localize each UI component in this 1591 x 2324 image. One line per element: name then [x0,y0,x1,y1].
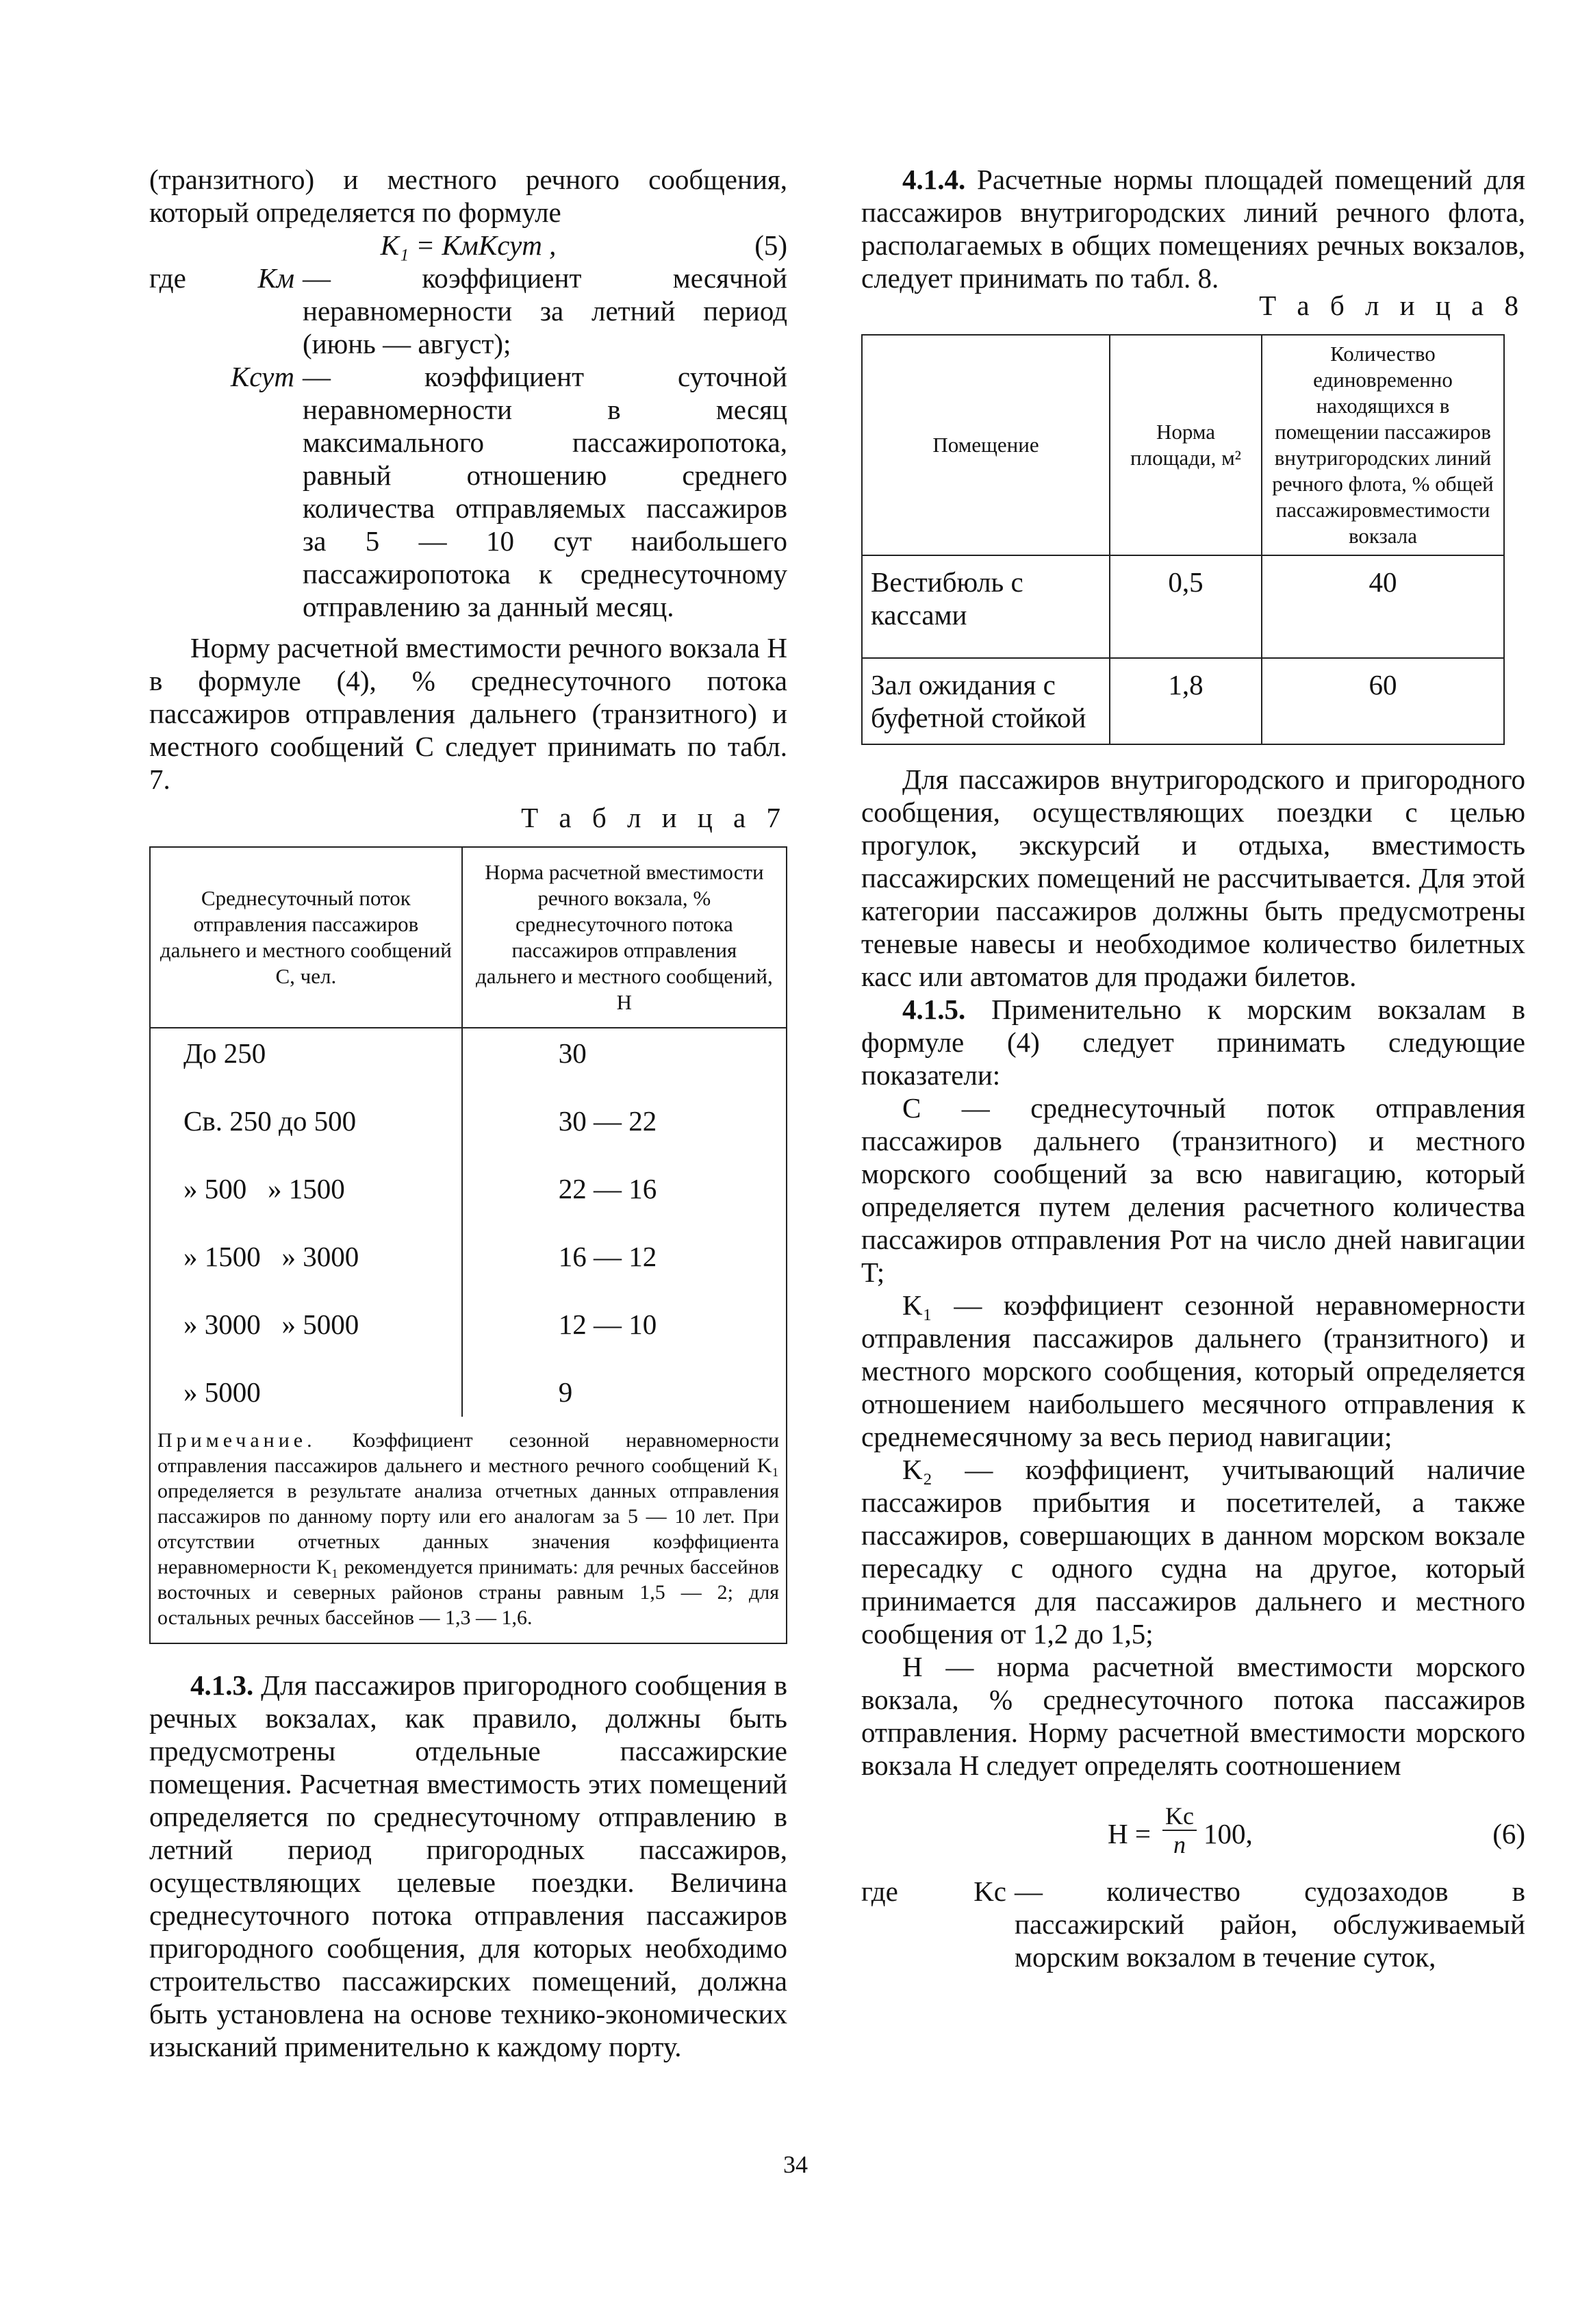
table-header: Количество единовременно находящихся в помещении пассажиров внутригородских линий речного флота, % общей пассажировместимости вокзала [1262,335,1504,555]
table-row [150,1308,787,1376]
table-cell: 30 — 22 [462,1104,787,1172]
table-cell: » 5000 [150,1376,462,1417]
paragraph: (транзитного) и местного речного сообщения, который определяется по формуле [149,164,787,228]
formula-expression: K₁ = KмKсут , [380,229,557,261]
table-cell: 40 [1262,555,1504,658]
table-cell: 16 — 12 [462,1240,787,1308]
table-header: Помещение [862,335,1110,555]
table-cell: 1,8 [1110,658,1262,744]
table-row [150,1172,787,1240]
definitions [149,262,787,623]
table-cell: Зал ожидания с буфетной стойкой [862,658,1110,744]
paragraph: Для пассажиров внутригородского и пригородного сообщения, осуществляющих поездки с целью прогулок, экскурсий и отдыха, вместимость пассажирских помещений не рассчитывается. Для этой категории пассажиров должны быть предусмотрены теневые навесы и необходимое количество билетных касс или автоматов для продажи билетов. [861,763,1525,992]
table-header: Среднесуточный поток отправления пассажиров дальнего и местного сообщений С, чел. [150,847,462,1028]
definition-ksut: — коэффициент суточной неравномерности в месяц максимального пассажиропотока, равный отношению среднего количества отправляемых пассажиров за 5 — 10 сут наибольшего пассажиропотока к среднесуточному отправлению за данный месяц. [303,361,787,622]
paragraph-4-1-5 [861,993,1525,1091]
note-label: Примечание. [157,1429,316,1452]
definition-km: — коэффициент месячной неравномерности за летний период (июнь — август); [303,262,787,359]
formula-5 [149,229,787,262]
formula-fraction [1162,1802,1197,1858]
table-row [150,1028,787,1104]
table-row [862,555,1504,658]
table-cell: Св. 250 до 500 [150,1104,462,1172]
definitions [861,1875,1525,1973]
table-cell: 12 — 10 [462,1308,787,1376]
definitions-where: где [861,1875,898,1907]
paragraph-text: Применительно к морским вокзалам в формуле (4) следует принимать следующие показатели: [861,994,1525,1091]
section-number: 4.1.4. [902,164,966,195]
table-cell: » 500 » 1500 [150,1172,462,1240]
symbol-km: Kм [257,262,294,294]
equation-number: (5) [754,229,787,261]
paragraph-4-1-4 [861,163,1525,294]
table-row [862,658,1504,744]
paragraph: Норму расчетной вместимости речного вокзала Н в формуле (4), % среднесуточного потока пассажиров отправления дальнего (транзитного) и местного сообщений С следует принимать по табл. 7. [149,632,787,795]
symbol-ksut: Kсут [230,361,294,392]
paragraph: С — среднесуточный поток отправления пассажиров дальнего (транзитного) и местного морского сообщений за всю навигацию, который определяется путем деления расчетного количества пассажиров отправления Pот на число дней навигации T; [861,1092,1525,1288]
table-cell: До 250 [150,1028,462,1104]
table-header: Норма расчетной вместимости речного вокзала, % среднесуточного потока пассажиров отправления дальнего и местного сообщений, Н [462,847,787,1028]
table-8 [861,334,1505,745]
fraction-numerator: Kс [1162,1802,1197,1831]
table-row [150,1240,787,1308]
note-text: Коэффициент сезонной неравномерности отправления пассажиров дальнего и местного речного сообщений K₁ определяется в результате анализа отчетных данных отправления пассажиров по данному порту или его аналогам за 5 — 10 лет. При отсутствии отчетных данных значения коэффициента неравномерности K₁ рекомендуется принимать: для речных бассейнов восточных и северных районов страны равным 1,5 — 2; для остальных речных бассейнов — 1,3 — 1,6. [157,1429,779,1629]
table-7 [149,846,787,1644]
equation-number: (6) [1492,1818,1525,1849]
paragraph-text: Расчетные нормы площадей помещений для пассажиров внутригородских линий речного флота, располагаемых в общих помещениях речных вокзалов, следует принимать по табл. 8. [861,164,1525,294]
paragraph-text: Для пассажиров пригородного сообщения в речных вокзалах, как правило, должны быть предусмотрены отдельные пассажирские помещения. Расчетная вместимость этих помещений определяется по среднесуточному отправлению в летний период пригородных пассажиров, осуществляющих целевые поездки. Величина среднесуточного потока отправления пассажиров пригородного сообщения, для которых необходимо строительство пассажирских помещений, должна быть установлена на основе технико-экономических изысканий применительно к каждому порту. [149,1669,787,2062]
table-7-caption: Т а б л и ц а 7 [521,802,787,833]
symbol-kc: Kс [973,1875,1006,1907]
table-cell: Вестибюль с кассами [862,555,1110,658]
table-cell: 22 — 16 [462,1172,787,1240]
table-header: Норма площади, м² [1110,335,1262,555]
left-column [149,163,787,2063]
section-number: 4.1.5. [902,994,966,1025]
definition-kc: — количество судозаходов в пассажирский район, обслуживаемый морским вокзалом в течение суток, [1015,1875,1525,1973]
paragraph: K₁ — коэффициент сезонной неравномерности отправления пассажиров дальнего (транзитного) и местного морского сообщения, который определяется отношением наибольшего месячного отправления к среднемесячному за весь период навигации; [861,1289,1525,1452]
table-8-caption: Т а б л и ц а 8 [1259,290,1525,321]
table-note [150,1417,787,1643]
table-cell: 0,5 [1110,555,1262,658]
table-row [150,1104,787,1172]
section-number: 4.1.3. [190,1669,254,1701]
table-cell: » 1500 » 3000 [150,1240,462,1308]
fraction-denominator: n [1173,1831,1186,1858]
formula-rhs: 100, [1204,1818,1253,1849]
page-number: 34 [783,2151,808,2178]
table-cell: 30 [462,1028,787,1104]
paragraph: Н — норма расчетной вместимости морского вокзала, % среднесуточного потока пассажиров отправления. Норму расчетной вместимости морского вокзала Н следует определять соотношением [861,1651,1525,1781]
table-row [150,1376,787,1417]
formula-lhs: Н = [1108,1818,1151,1849]
paragraph: K₂ — коэффициент, учитывающий наличие пассажиров прибытия и посетителей, а также пассажиров, совершающих в данном морском вокзале пересадку с одного судна на другое, который принимается для пассажиров дальнего и местного сообщения от 1,2 до 1,5; [861,1454,1525,1650]
definitions-where: где [149,262,186,294]
formula-6 [861,1802,1525,1864]
table-cell: » 3000 » 5000 [150,1308,462,1376]
table-cell: 60 [1262,658,1504,744]
paragraph-4-1-3 [149,1669,787,2063]
table-cell: 9 [462,1376,787,1417]
right-column [861,163,1525,1973]
